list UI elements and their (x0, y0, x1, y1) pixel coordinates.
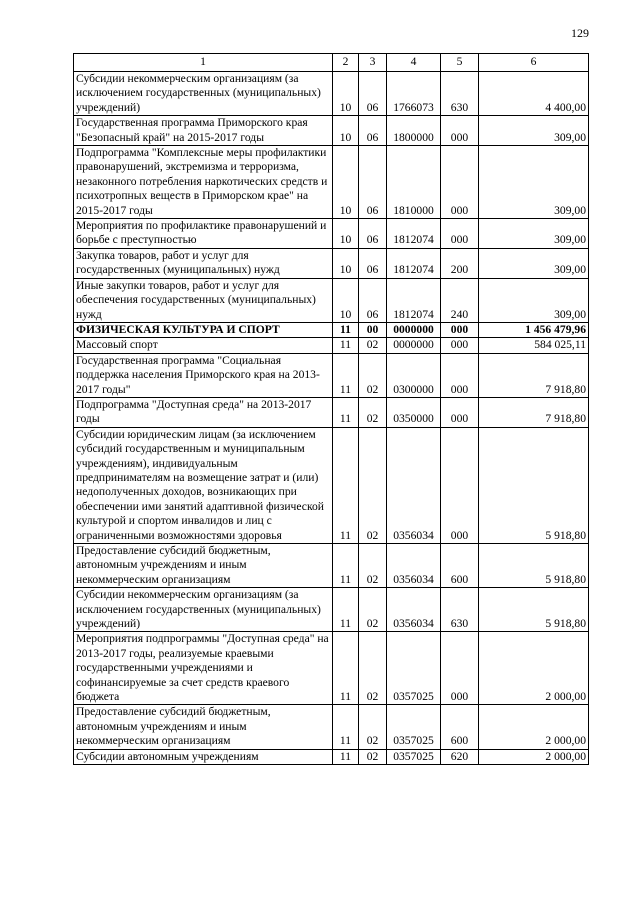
subsection-code-cell: 02 (359, 544, 387, 588)
subsection-code-cell: 00 (359, 322, 387, 337)
table-row (74, 632, 589, 705)
table-row (74, 705, 589, 749)
row-name-cell: Государственная программа Приморского края "Безопасный край" на 2015-2017 годы (74, 116, 333, 146)
table-row (74, 322, 589, 337)
table-header-row (74, 54, 589, 72)
amount-cell: 309,00 (479, 219, 589, 249)
section-code-cell: 10 (333, 219, 359, 249)
table-row (74, 544, 589, 588)
target-article-cell: 0356034 (387, 427, 441, 543)
expense-type-cell: 240 (441, 278, 479, 322)
row-name-cell: Субсидии некоммерческим организациям (за исключением государственных (муниципальных) учреждений) (74, 588, 333, 632)
table-row (74, 219, 589, 249)
target-article-cell: 1812074 (387, 278, 441, 322)
row-name-cell: Закупка товаров, работ и услуг для государственных (муниципальных) нужд (74, 248, 333, 278)
table-row (74, 72, 589, 116)
subsection-code-cell: 06 (359, 278, 387, 322)
expense-type-cell: 000 (441, 322, 479, 337)
expense-type-cell: 000 (441, 353, 479, 397)
row-name-cell: Субсидии автономным учреждениям (74, 749, 333, 764)
section-code-cell: 10 (333, 146, 359, 219)
col-header-5: 5 (441, 54, 479, 72)
target-article-cell: 0000000 (387, 322, 441, 337)
row-name-cell: Мероприятия подпрограммы "Доступная среда" на 2013-2017 годы, реализуемые краевыми государственными учреждениями и софинансируемые за счет средств краевого бюджета (74, 632, 333, 705)
target-article-cell: 0356034 (387, 544, 441, 588)
subsection-code-cell: 06 (359, 72, 387, 116)
expense-type-cell: 000 (441, 427, 479, 543)
expense-type-cell: 000 (441, 146, 479, 219)
table-row (74, 278, 589, 322)
subsection-code-cell: 06 (359, 248, 387, 278)
subsection-code-cell: 06 (359, 146, 387, 219)
page-number: 129 (571, 26, 589, 40)
subsection-code-cell: 02 (359, 353, 387, 397)
amount-cell: 309,00 (479, 146, 589, 219)
row-name-cell: Государственная программа "Социальная поддержка населения Приморского края на 2013-2017 годы" (74, 353, 333, 397)
section-code-cell: 11 (333, 705, 359, 749)
col-header-1: 1 (74, 54, 333, 72)
table-row (74, 116, 589, 146)
col-header-6: 6 (479, 54, 589, 72)
subsection-code-cell: 02 (359, 632, 387, 705)
col-header-2: 2 (333, 54, 359, 72)
amount-cell: 7 918,80 (479, 397, 589, 427)
budget-table (73, 53, 589, 765)
amount-cell: 309,00 (479, 248, 589, 278)
table-row (74, 397, 589, 427)
amount-cell: 5 918,80 (479, 544, 589, 588)
amount-cell: 309,00 (479, 116, 589, 146)
row-name-cell: Массовый спорт (74, 338, 333, 353)
section-code-cell: 10 (333, 72, 359, 116)
amount-cell: 7 918,80 (479, 353, 589, 397)
target-article-cell: 0350000 (387, 397, 441, 427)
table-row (74, 248, 589, 278)
col-header-3: 3 (359, 54, 387, 72)
expense-type-cell: 630 (441, 588, 479, 632)
target-article-cell: 0356034 (387, 588, 441, 632)
expense-type-cell: 000 (441, 116, 479, 146)
subsection-code-cell: 06 (359, 116, 387, 146)
section-code-cell: 10 (333, 248, 359, 278)
amount-cell: 5 918,80 (479, 588, 589, 632)
amount-cell: 309,00 (479, 278, 589, 322)
section-code-cell: 11 (333, 544, 359, 588)
row-name-cell: Субсидии некоммерческим организациям (за исключением государственных (муниципальных) учреждений) (74, 72, 333, 116)
section-code-cell: 10 (333, 116, 359, 146)
section-code-cell: 11 (333, 322, 359, 337)
target-article-cell: 0357025 (387, 705, 441, 749)
row-name-cell: Мероприятия по профилактике правонарушений и борьбе с преступностью (74, 219, 333, 249)
target-article-cell: 1800000 (387, 116, 441, 146)
row-name-cell: Подпрограмма "Комплексные меры профилактики правонарушений, экстремизма и терроризма, незаконного потребления наркотических средств и психотропных веществ в Приморском крае" на 2015-2017 годы (74, 146, 333, 219)
amount-cell: 2 000,00 (479, 749, 589, 764)
amount-cell: 584 025,11 (479, 338, 589, 353)
row-name-cell: Подпрограмма "Доступная среда" на 2013-2017 годы (74, 397, 333, 427)
row-name-cell: Предоставление субсидий бюджетным, автономным учреждениям и иным некоммерческим организациям (74, 705, 333, 749)
table-row (74, 353, 589, 397)
subsection-code-cell: 02 (359, 588, 387, 632)
amount-cell: 2 000,00 (479, 632, 589, 705)
section-code-cell: 11 (333, 353, 359, 397)
target-article-cell: 1812074 (387, 248, 441, 278)
expense-type-cell: 000 (441, 219, 479, 249)
expense-type-cell: 000 (441, 397, 479, 427)
amount-cell: 4 400,00 (479, 72, 589, 116)
subsection-code-cell: 02 (359, 427, 387, 543)
subsection-code-cell: 02 (359, 705, 387, 749)
subsection-code-cell: 02 (359, 338, 387, 353)
target-article-cell: 1766073 (387, 72, 441, 116)
table-row (74, 338, 589, 353)
expense-type-cell: 630 (441, 72, 479, 116)
table-row (74, 749, 589, 764)
section-code-cell: 11 (333, 749, 359, 764)
target-article-cell: 0357025 (387, 749, 441, 764)
section-code-cell: 11 (333, 397, 359, 427)
row-name-cell: Предоставление субсидий бюджетным, автономным учреждениям и иным некоммерческим организациям (74, 544, 333, 588)
target-article-cell: 1810000 (387, 146, 441, 219)
target-article-cell: 0300000 (387, 353, 441, 397)
table-row (74, 588, 589, 632)
section-code-cell: 11 (333, 427, 359, 543)
amount-cell: 1 456 479,96 (479, 322, 589, 337)
table-row (74, 146, 589, 219)
row-name-cell: ФИЗИЧЕСКАЯ КУЛЬТУРА И СПОРТ (74, 322, 333, 337)
section-code-cell: 11 (333, 632, 359, 705)
section-code-cell: 11 (333, 338, 359, 353)
target-article-cell: 0000000 (387, 338, 441, 353)
amount-cell: 5 918,80 (479, 427, 589, 543)
target-article-cell: 0357025 (387, 632, 441, 705)
subsection-code-cell: 06 (359, 219, 387, 249)
expense-type-cell: 000 (441, 338, 479, 353)
row-name-cell: Иные закупки товаров, работ и услуг для обеспечения государственных (муниципальных) нужд (74, 278, 333, 322)
section-code-cell: 10 (333, 278, 359, 322)
target-article-cell: 1812074 (387, 219, 441, 249)
col-header-4: 4 (387, 54, 441, 72)
section-code-cell: 11 (333, 588, 359, 632)
table-row (74, 427, 589, 543)
subsection-code-cell: 02 (359, 397, 387, 427)
subsection-code-cell: 02 (359, 749, 387, 764)
expense-type-cell: 000 (441, 632, 479, 705)
row-name-cell: Субсидии юридическим лицам (за исключением субсидий государственным и муниципальным учреждениям), индивидуальным предпринимателям на возмещение затрат и (или) недополученных доходов, возникающих при обеспечении ими занятий адаптивной физической культурой и спортом инвалидов и лиц с ограниченными возможностями здоровья (74, 427, 333, 543)
expense-type-cell: 620 (441, 749, 479, 764)
amount-cell: 2 000,00 (479, 705, 589, 749)
expense-type-cell: 600 (441, 544, 479, 588)
expense-type-cell: 200 (441, 248, 479, 278)
expense-type-cell: 600 (441, 705, 479, 749)
